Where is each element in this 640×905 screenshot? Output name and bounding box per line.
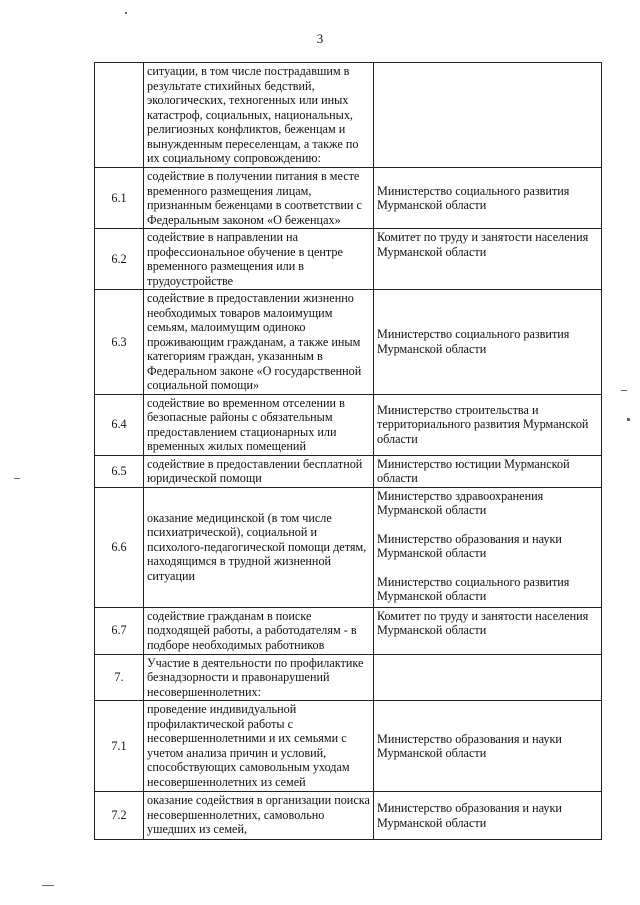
row-number: 7.2	[95, 792, 144, 840]
scan-speck	[42, 885, 54, 886]
table-row	[95, 607, 602, 654]
row-description: содействие гражданам в поиске подходящей работы, а работодателям - в подборе необходимых работников	[144, 607, 374, 654]
row-responsible: Министерство юстиции Мурманской области	[374, 455, 602, 487]
row-number	[95, 63, 144, 168]
scan-speck	[14, 478, 20, 479]
row-number: 6.1	[95, 168, 144, 229]
row-responsible	[374, 63, 602, 168]
row-description: содействие в предоставлении бесплатной юридической помощи	[144, 455, 374, 487]
scan-speck	[621, 390, 627, 391]
table-row	[95, 487, 602, 607]
responsible-item: Министерство социального развития Мурманской области	[377, 574, 570, 603]
scan-speck	[627, 418, 630, 421]
row-responsible: Министерство образования и науки Мурманской области	[374, 701, 602, 792]
row-responsible: Министерство строительства и территориального развития Мурманской области	[374, 394, 602, 455]
row-number: 6.6	[95, 487, 144, 607]
row-responsible: Министерство образования и науки Мурманской области	[374, 792, 602, 840]
row-number: 6.3	[95, 290, 144, 395]
table-row	[95, 455, 602, 487]
table-row	[95, 394, 602, 455]
row-responsible: Министерство социального развития Мурманской области	[374, 168, 602, 229]
scan-speck	[125, 12, 127, 14]
table-row	[95, 290, 602, 395]
row-responsible: Министерство социального развития Мурманской области	[374, 290, 602, 395]
measures-table	[94, 62, 602, 840]
row-number: 7.1	[95, 701, 144, 792]
row-description: проведение индивидуальной профилактической работы с несовершеннолетними и их семьями с учетом анализа причин и условий, способствующих самовольным уходам несовершеннолетних из семей	[144, 701, 374, 792]
row-number: 6.7	[95, 607, 144, 654]
row-responsible: Комитет по труду и занятости населения Мурманской области	[374, 607, 602, 654]
table-row	[95, 63, 602, 168]
page-number: 3	[316, 31, 324, 46]
row-responsible-list	[374, 487, 602, 607]
row-description: содействие в предоставлении жизненно необходимых товаров малоимущим семьям, малоимущим одиноко проживающим гражданам, а также иным категориям граждан, указанным в Федеральном законе «О государственной социальной помощи»	[144, 290, 374, 395]
row-number: 6.5	[95, 455, 144, 487]
row-responsible: Комитет по труду и занятости населения Мурманской области	[374, 229, 602, 290]
row-description: ситуации, в том числе пострадавшим в результате стихийных бедствий, экологических, техногенных или иных катастроф, социальных, национальных, религиозных конфликтов, беженцам и вынужденным переселенцам, а также по их социальному сопровождению:	[144, 63, 374, 168]
responsible-item: Министерство здравоохранения Мурманской области	[377, 488, 544, 517]
row-description: содействие во временном отселении в безопасные районы с обязательным предоставлением стационарных или временных жилых помещений	[144, 394, 374, 455]
row-responsible	[374, 654, 602, 701]
table-row	[95, 701, 602, 792]
row-description: оказание содействия в организации поиска несовершеннолетних, самовольно ушедших из семей,	[144, 792, 374, 840]
table-row	[95, 168, 602, 229]
responsible-item: Министерство образования и науки Мурманской области	[377, 531, 562, 560]
table-row	[95, 792, 602, 840]
row-description: Участие в деятельности по профилактике безнадзорности и правонарушений несовершеннолетних:	[144, 654, 374, 701]
row-number: 6.2	[95, 229, 144, 290]
row-description: оказание медицинской (в том числе психиатрической), социальной и психолого-педагогической помощи детям, находящимся в трудной жизненной ситуации	[144, 487, 374, 607]
row-description: содействие в получении питания в месте временного размещения лицам, признанным беженцами в соответствии с Федеральным законом «О беженцах»	[144, 168, 374, 229]
row-description: содействие в направлении на профессиональное обучение в центре временного размещения или в трудоустройстве	[144, 229, 374, 290]
table-row	[95, 654, 602, 701]
row-number: 7.	[95, 654, 144, 701]
table-row	[95, 229, 602, 290]
row-number: 6.4	[95, 394, 144, 455]
